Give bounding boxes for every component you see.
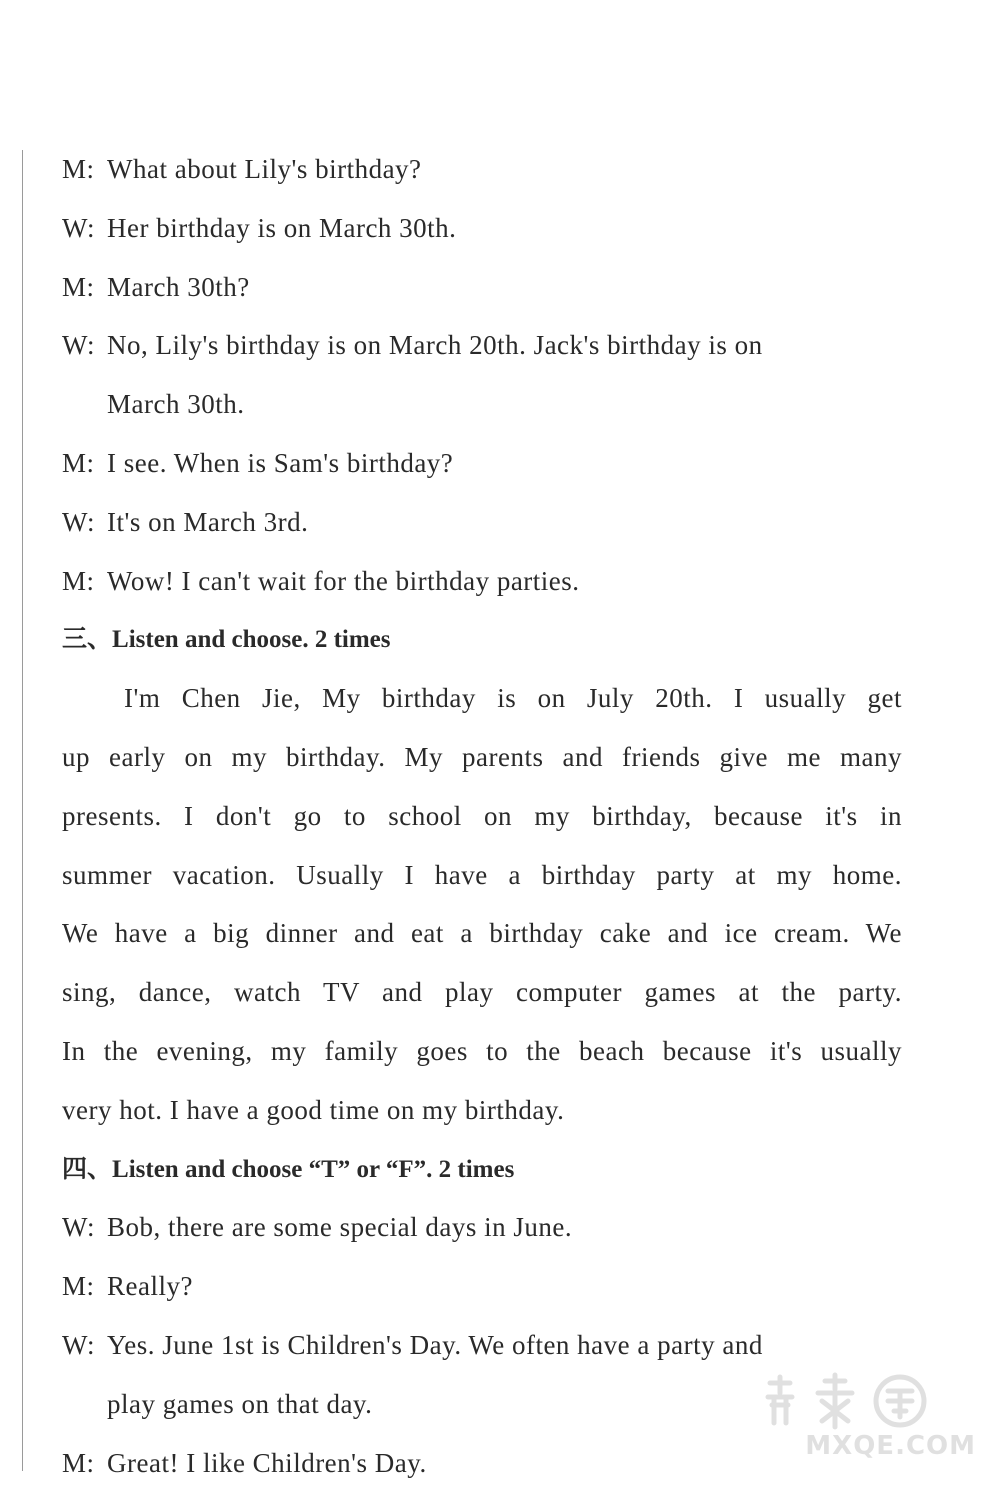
passage-line: sing, dance, watch TV and play computer games at the party. — [62, 977, 902, 1008]
dialog-text: Bob, there are some special days in June. — [107, 1212, 573, 1243]
passage-line: In the evening, my family goes to the beach because it's usually — [62, 1035, 902, 1066]
dialog-line — [62, 316, 902, 375]
speaker-label: M: — [62, 1447, 95, 1478]
dialog-line — [62, 258, 902, 317]
dialog-text: What about Lily's birthday? — [107, 154, 422, 184]
passage-line: very hot. I have a good time on my birthday. — [62, 1094, 565, 1125]
dialog-line — [62, 552, 902, 611]
page-content — [62, 140, 902, 1492]
speaker-label: W: — [62, 506, 95, 537]
section-number: 四、 — [62, 1153, 113, 1183]
dialog-line — [62, 140, 902, 199]
dialog-text: Her birthday is on March 30th. — [107, 212, 457, 243]
speaker-label: W: — [62, 1329, 95, 1360]
speaker-label: W: — [62, 1212, 95, 1243]
section-heading-3 — [62, 610, 902, 669]
dialog-text: Really? — [107, 1271, 193, 1302]
speaker-label: M: — [62, 565, 95, 596]
dialog-text: Yes. June 1st is Children's Day. We often have a party and — [107, 1329, 763, 1360]
speaker-label: W: — [62, 330, 95, 361]
speaker-label: M: — [62, 1271, 95, 1302]
passage-line: presents. I don't go to school on my birthday, because it's in — [62, 800, 902, 831]
watermark-logo-icon — [730, 1371, 980, 1431]
dialog-continuation: play games on that day. — [107, 1388, 373, 1419]
passage-line: up early on my birthday. My parents and friends give me many — [62, 741, 902, 772]
dialog-text: March 30th? — [107, 271, 250, 302]
dialog-line — [62, 1316, 902, 1375]
passage-line: I'm Chen Jie, My birthday is on July 20th. I usually get — [124, 683, 902, 714]
speaker-label: W: — [62, 212, 95, 243]
dialog-line — [62, 1257, 902, 1316]
dialog-line — [62, 493, 902, 552]
dialog-line — [62, 199, 902, 258]
section-title: Listen and choose. 2 times — [112, 626, 391, 654]
speaker-label: M: — [62, 271, 95, 302]
dialog-continuation: March 30th. — [107, 389, 245, 420]
passage-line: summer vacation. Usually I have a birthday party at my home. — [62, 859, 902, 890]
passage-line: We have a big dinner and eat a birthday cake and ice cream. We — [62, 918, 902, 949]
section-heading-4 — [62, 1140, 902, 1199]
watermark-text: MXQE.COM — [805, 1431, 976, 1461]
dialog-line — [62, 1198, 902, 1257]
dialog-text: No, Lily's birthday is on March 20th. Jack's birthday is on — [107, 330, 763, 361]
watermark — [730, 1371, 980, 1461]
dialog-text: Great! I like Children's Day. — [107, 1447, 427, 1478]
dialog-line — [62, 434, 902, 493]
passage — [62, 669, 902, 1139]
section-title: Listen and choose “T” or “F”. 2 times — [112, 1155, 515, 1183]
speaker-label: M: — [62, 154, 95, 184]
dialog-text: Wow! I can't wait for the birthday parties. — [107, 565, 580, 596]
section-number: 三、 — [62, 624, 113, 654]
margin-rule — [22, 150, 23, 1471]
dialog-text: I see. When is Sam's birthday? — [107, 447, 454, 478]
dialog-text: It's on March 3rd. — [107, 506, 309, 537]
speaker-label: M: — [62, 447, 95, 478]
